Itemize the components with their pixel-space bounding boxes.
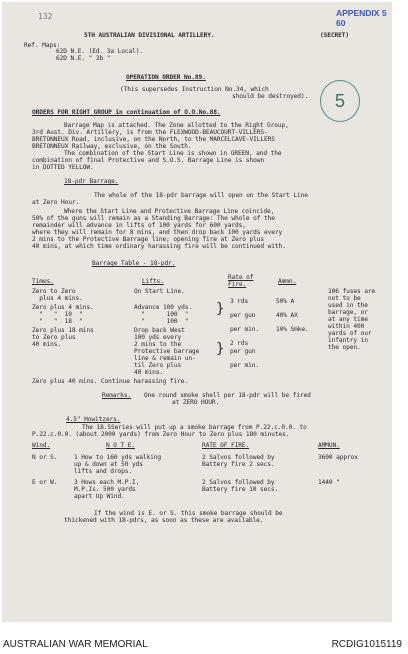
- rate-cell: 2 rds: [230, 340, 249, 347]
- archive-name: AUSTRALIAN WAR MEMORIAL: [3, 639, 148, 650]
- lift-cell: line & remain un-: [134, 355, 196, 362]
- document-page: [2, 2, 392, 622]
- lift-cell: " 100 ": [134, 318, 189, 325]
- fuse-note-line: used in the: [328, 302, 368, 309]
- rate-cell: per gun: [230, 312, 256, 319]
- fuse-note-line: infantry in: [328, 337, 368, 344]
- lift-cell: 2 mins to the: [134, 341, 182, 348]
- note-cell: apart Up Wind.: [74, 493, 125, 500]
- time-cell: " " 10 ": [32, 311, 83, 318]
- ammn-cell: 10% Smke.: [276, 326, 309, 333]
- pdr-line: 40 mins, at which time ordinary harassing fire will be continued with.: [32, 243, 286, 250]
- pdr-line: remainder will advance in lifts of 100 yards for 600 yards,: [32, 222, 246, 229]
- supersedes-note-2: should be destroyed).: [232, 93, 309, 100]
- handwritten-circled-number: 5: [320, 80, 360, 122]
- lift-cell: 100 yds every: [134, 334, 182, 341]
- lift-cell: " 100 ": [134, 311, 189, 318]
- rate-cell: Battery fire 2 secs.: [202, 461, 275, 468]
- fuse-note-line: 106 fuses are: [328, 288, 376, 295]
- wind-cell: E or W.: [32, 479, 58, 486]
- time-cell: plus 4 mins.: [32, 295, 83, 302]
- remarks-label: Remarks.: [102, 392, 132, 399]
- intro-line: Barrage Map is attached. The Zone allotted to the Right Group,: [64, 122, 289, 129]
- column-header-times: Times.: [32, 278, 54, 285]
- remarks-line: One round smoke shell per 18-pdr will be fired: [144, 392, 311, 399]
- ammun-cell: 1440 ": [318, 479, 340, 486]
- lift-cell: til Zero plus: [134, 362, 182, 369]
- column-header-lifts: Lifts.: [142, 278, 164, 285]
- note-cell: M.P.Is. 500 yards: [74, 486, 136, 493]
- note-cell: lifts and drops.: [74, 468, 133, 475]
- fuse-note-line: yards of our: [328, 330, 372, 337]
- brace-mark: }: [216, 301, 225, 317]
- intro-line: combination of final Protective and S.O.S. Barrage Line is shown: [32, 157, 265, 164]
- howitzer-line: The 18.5Series will put up a smoke barrage from P.22.c.0.0. to: [82, 424, 307, 431]
- intro-line: The combination of the Start Line is shown in GREEN, and the: [64, 150, 282, 157]
- ammn-cell: 50% A: [276, 298, 295, 305]
- pdr-line: The whole of the 18-pdr barrage will open on the Start Line: [94, 192, 308, 199]
- fuse-note-line: within 400: [328, 323, 365, 330]
- closing-line: thickened with 18-pdrs, as soon as these are available.: [64, 517, 264, 524]
- operation-order-title: OPERATION ORDER No.89.: [126, 74, 206, 81]
- lift-cell: Protective barrage: [134, 348, 200, 355]
- rate-cell: Battery fire 10 secs.: [202, 486, 279, 493]
- fuse-note-line: barrage, or: [328, 309, 368, 316]
- column-header-ammn: Ammn.: [278, 278, 297, 285]
- pdr-line: Where the Start Line and Protective Barrage Line coincide,: [64, 208, 275, 215]
- rate-cell: 3 rds: [230, 298, 249, 305]
- appendix-annotation: APPENDIX 5 60: [336, 8, 387, 28]
- time-cell: " " 18 ": [32, 318, 83, 325]
- intro-line: BRETONNEUX Road, inclusive, on the North, to the MARCELCAVE-VILLERS: [32, 136, 275, 143]
- column-header-note: N O T E.: [106, 442, 136, 449]
- page-number: 132: [38, 12, 53, 21]
- column-header-ammun: AMMUN.: [318, 442, 340, 449]
- fuse-note-line: not to be: [328, 295, 361, 302]
- intro-line: BRETONNEUX Railway, exclusive, on the South.: [32, 143, 192, 150]
- pdr-line: 50% of the guns will remain as a Standing Barrage: The whole of the: [32, 215, 275, 222]
- ref-map-2: 62D N.E. " 3b ": [56, 55, 111, 62]
- closing-line: If the wind is E. or S. this smoke barrage should be: [94, 510, 283, 517]
- note-cell: 1 How to 160 yds walking: [74, 454, 162, 461]
- column-header-rate: Rate of Fire.: [228, 274, 254, 288]
- lift-cell: Advance 100 yds.: [134, 304, 193, 311]
- intro-line: in DOTTED YELLOW.: [32, 164, 94, 171]
- rate-cell: per min.: [230, 326, 260, 333]
- pdr-line: 2 mins to the Protective Barrage line; opening fire at Zero plus: [32, 236, 265, 243]
- rate-cell: per gun: [230, 348, 256, 355]
- archive-footer: [0, 628, 408, 654]
- supersedes-note-1: (This supersedes Instruction No.34, which: [120, 86, 269, 93]
- note-cell: 3 Hows each M.P.I.: [74, 479, 140, 486]
- time-cell: Zero plus 4 mins.: [32, 304, 94, 311]
- pdr-barrage-heading: 18-pdr Barrage.: [64, 178, 119, 185]
- column-header-wind: Wind.: [32, 442, 51, 449]
- lift-cell: Drop back West: [134, 327, 185, 334]
- fuse-note-line: the open.: [328, 344, 361, 351]
- intro-line: 3rd Aust. Div. Artillery, is from the FLEXWOOD-BEAUCOURT-VILLERS-: [32, 129, 268, 136]
- howitzer-line: P.22.c.0.0. (about 2000 yards) from Zero Hour to Zero plus 180 minutes.: [32, 431, 290, 438]
- time-cell: to Zero plus: [32, 334, 76, 341]
- lift-cell: On Start Line.: [134, 288, 185, 295]
- rate-cell: per min.: [230, 362, 260, 369]
- ammn-cell: 40% AX: [276, 312, 298, 319]
- barrage-table-title: Barrage Table - 18-pdr.: [92, 260, 176, 267]
- orders-heading: ORDERS FOR RIGHT GROUP in continuation of O.O.No.88.: [32, 109, 221, 116]
- archive-reference: RCDIG1015119: [331, 639, 402, 650]
- rate-cell: 2 Salvos followed by: [202, 454, 275, 461]
- pdr-line: at Zero Hour.: [32, 199, 80, 206]
- column-header-rate-of-fire: RATE OF FIRE.: [202, 442, 250, 449]
- ref-maps-label: Ref. Maps:: [24, 42, 61, 49]
- classification-label: (SECRET): [320, 32, 350, 39]
- note-cell: up & down at 50 yds: [74, 461, 143, 468]
- wind-cell: N or S.: [32, 454, 58, 461]
- remarks-line: at ZERO HOUR.: [172, 399, 220, 406]
- rate-cell: 2 Salvos followed by: [202, 479, 275, 486]
- division-heading: 5TH AUSTRALIAN DIVISIONAL ARTILLERY.: [84, 32, 215, 39]
- lift-cell: 40 mins.: [134, 369, 164, 376]
- time-cell: Zero plus 18 mins: [32, 327, 94, 334]
- ref-map-1: 62D N.E. (Ed. 3a Local).: [56, 48, 144, 55]
- pdr-line: where they will remain for 8 mins, and then drop back 100 yards every: [32, 229, 283, 236]
- brace-mark: }: [216, 341, 225, 357]
- final-row: Zero plus 40 mins. Continue harassing fire.: [32, 378, 188, 385]
- time-cell: 40 mins.: [32, 341, 62, 348]
- fuse-note-line: at any time: [328, 316, 368, 323]
- time-cell: Zero to Zero: [32, 288, 76, 295]
- ammun-cell: 3600 approx: [318, 454, 358, 461]
- howitzer-heading: 4.5" Howitzers.: [66, 416, 121, 423]
